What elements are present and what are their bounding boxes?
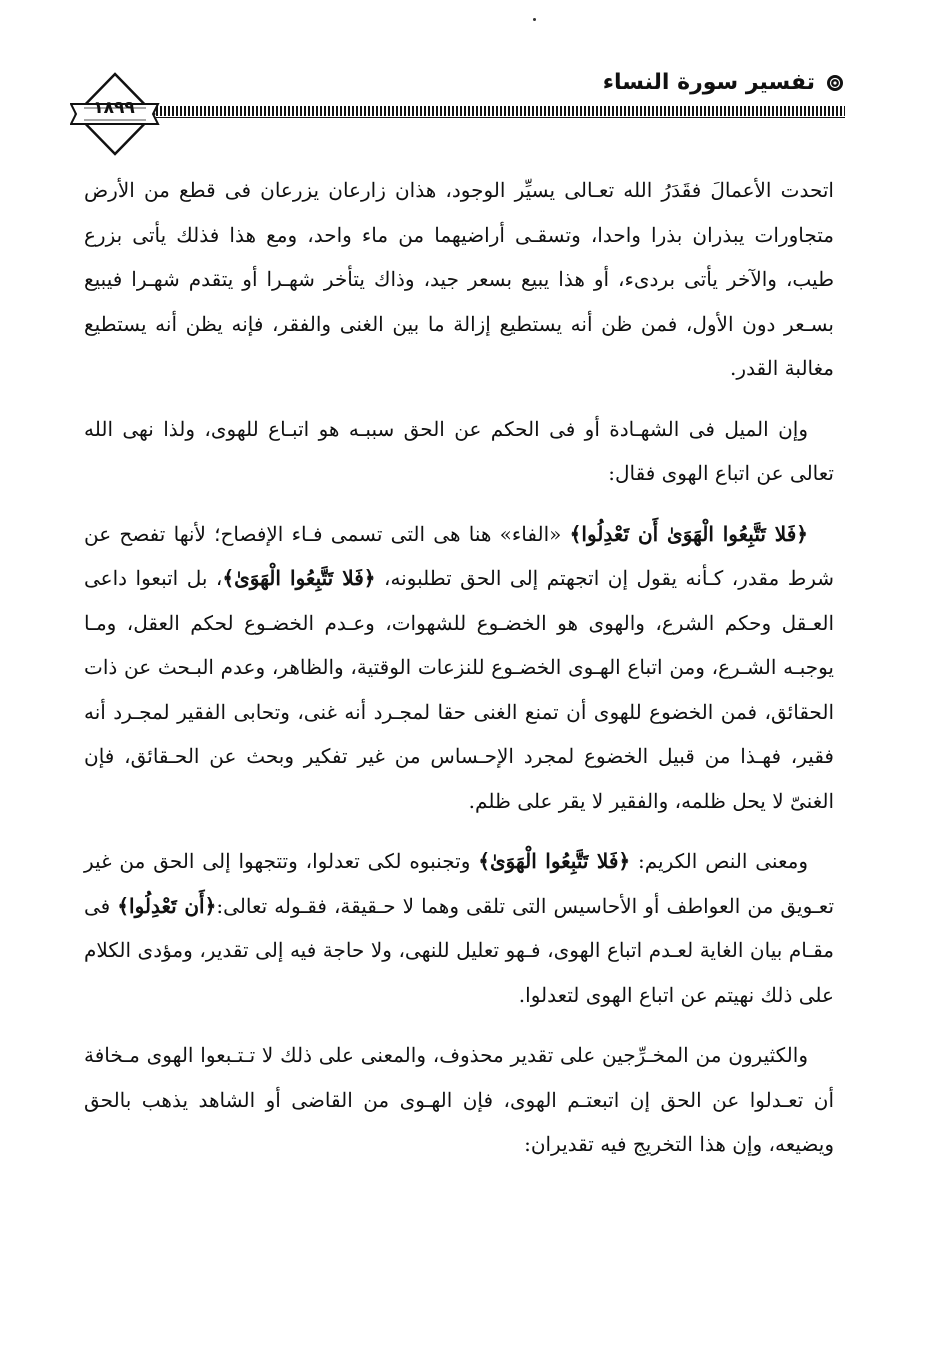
quran-verse: ﴿فَلا تَتَّبِعُوا الْهَوَىٰ أَن تَعْدِلُوا﴾ bbox=[569, 521, 808, 546]
running-title bbox=[603, 70, 845, 95]
body-paragraph bbox=[84, 168, 834, 391]
header-rule-line bbox=[156, 117, 845, 118]
quran-verse: ﴿أَن تَعْدِلُوا﴾ bbox=[117, 893, 217, 918]
margin-dot bbox=[533, 18, 536, 21]
page-number-badge bbox=[70, 70, 160, 158]
header-rule bbox=[156, 106, 845, 116]
body-paragraph bbox=[84, 407, 834, 496]
body-paragraph bbox=[84, 512, 834, 824]
paragraph-text: وتجنبوه لكى تعدلوا، وتتجهوا إلى الحق من غير تعـويق من العواطف أو الأحاسيس التى تلقى وهما لا حـقيقة، فقـوله تعالى: bbox=[84, 849, 835, 918]
ornament-icon bbox=[825, 73, 845, 93]
paragraph-text: اتحدت الأعمالَ فقَدَرُ الله تعـالى يسيِّر الوجود، هذان زارعان يزرعان فى قطع من الأرض متجاورات يبذران بذرا واحدا، وتسقـى أراضيهما من ماء واحد، ومع هذا فذلك يأتى بزرع طيب، والآخر يأتى بردىء، أو هذا يبيع بسعر جيد، وذاك يتأخر شهـرا أو يتقدم شهـرا فيبيع بسـعر دون الأول، فمن ظن أنه يستطيع إزالة ما بين الغنى والفقر، فإنه يظن أنه يستطيع مغالبة القدر. bbox=[84, 178, 834, 380]
quran-verse: ﴿فَلا تَتَّبِعُوا الْهَوَىٰ﴾ bbox=[478, 849, 631, 873]
page-header bbox=[70, 62, 845, 162]
paragraph-text: ومعنى النص الكريم: bbox=[630, 849, 808, 873]
paragraph-text: ، بل اتبعوا داعى العـقل وحكم الشرع، والهوى هو الخضـوع للشهوات، وعـدم الخضـوع لحكم العقل، ومـا يوجبـه الشـرع، ومن اتباع الهـوى الخضـوع للنزعات الوقتية، والظاهر، وعدم البـحث عن ذات الحقائق، فمن الخضوع للهوى أن تمنع الغنى حقا لمجـرد أنه غنى، وتحابى الفقير لمجـرد أنه فقير، فهـذا من قبيل الخضوع لمجرد الإحـساس من غير تفكير وبحث عن الحـقائق، فإن الغنىّ لا يحل ظلمه، والفقير لا يقر على ظلم. bbox=[84, 566, 834, 813]
page-body bbox=[84, 168, 834, 1183]
body-paragraph bbox=[84, 839, 834, 1017]
body-paragraph bbox=[84, 1033, 834, 1167]
paragraph-text: والكثيرون من المخـرِّجين على تقدير محذوف، والمعنى على ذلك لا تـتـبعوا الهوى مـخافة أن تعـدلوا عن الحق إن اتبعتـم الهوى، فإن الهـوى من القاضى أو الشاهد يذهب بالحق ويضيعه، وإن هذا التخريج فيه تقديران: bbox=[84, 1043, 834, 1156]
paragraph-text: وإن الميل فى الشهـادة أو فى الحكم عن الحق سببـه هو اتبـاع للهوى، ولذا نهى الله تعالى عن اتباع الهوى فقال: bbox=[84, 416, 834, 485]
page-number: ١٨٩٩ bbox=[93, 98, 135, 118]
paragraph-text: فى مقـام بيان الغاية لعـدم اتباع الهوى، فـهو تعليل للنهى، ولا حاجة فيه إلى تقدير، ومؤدى الكلام على ذلك نهيتم عن اتباع الهوى لتعدلوا. bbox=[84, 893, 834, 1007]
paragraph-text: «الفاء» هنا هى التى تسمى فـاء الإفصاح؛ لأنها تفصح عن شرط مقدر، كـأنه يقول إن اتجهتم إلى الحق تطلبونه، bbox=[84, 521, 834, 590]
running-title-text: تفسير سورة النساء bbox=[602, 70, 815, 95]
quran-verse: ﴿فَلا تَتَّبِعُوا الْهَوَىٰ﴾ bbox=[222, 566, 376, 590]
